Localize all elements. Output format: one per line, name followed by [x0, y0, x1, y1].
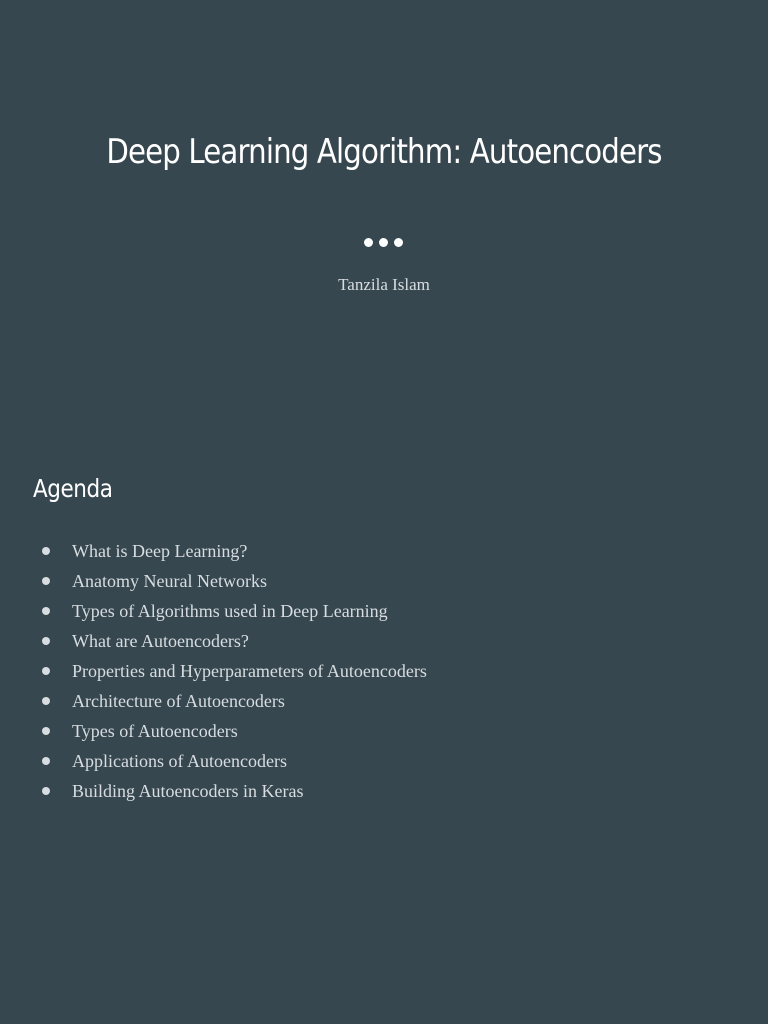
bullet-icon — [42, 667, 50, 675]
agenda-heading: Agenda — [33, 474, 113, 503]
agenda-item — [40, 716, 427, 746]
presentation-title: Deep Learning Algorithm: Autoencoders — [106, 132, 662, 172]
agenda-item-label: What are Autoencoders? — [72, 631, 249, 651]
bullet-icon — [42, 727, 50, 735]
agenda-item-label: What is Deep Learning? — [72, 541, 248, 561]
agenda-item-label: Properties and Hyperparameters of Autoencoders — [72, 661, 427, 681]
bullet-icon — [42, 697, 50, 705]
agenda-item — [40, 566, 427, 596]
agenda-item — [40, 536, 427, 566]
agenda-item-label: Types of Algorithms used in Deep Learning — [72, 601, 388, 621]
dot-icon — [394, 238, 403, 247]
agenda-item — [40, 626, 427, 656]
agenda-item — [40, 656, 427, 686]
bullet-icon — [42, 757, 50, 765]
bullet-icon — [42, 787, 50, 795]
agenda-list — [40, 536, 427, 806]
dot-icon — [364, 238, 373, 247]
agenda-item-label: Applications of Autoencoders — [72, 751, 287, 771]
agenda-item — [40, 746, 427, 776]
ellipsis-decoration — [364, 238, 403, 247]
agenda-item-label: Building Autoencoders in Keras — [72, 781, 304, 801]
bullet-icon — [42, 547, 50, 555]
agenda-item-label: Anatomy Neural Networks — [72, 571, 267, 591]
agenda-item — [40, 686, 427, 716]
agenda-slide — [0, 432, 768, 864]
agenda-item — [40, 596, 427, 626]
title-slide — [0, 0, 768, 432]
bullet-icon — [42, 577, 50, 585]
dot-icon — [379, 238, 388, 247]
bullet-icon — [42, 607, 50, 615]
author-name: Tanzila Islam — [338, 275, 430, 294]
bullet-icon — [42, 637, 50, 645]
agenda-item-label: Types of Autoencoders — [72, 721, 238, 741]
agenda-item — [40, 776, 427, 806]
agenda-item-label: Architecture of Autoencoders — [72, 691, 285, 711]
